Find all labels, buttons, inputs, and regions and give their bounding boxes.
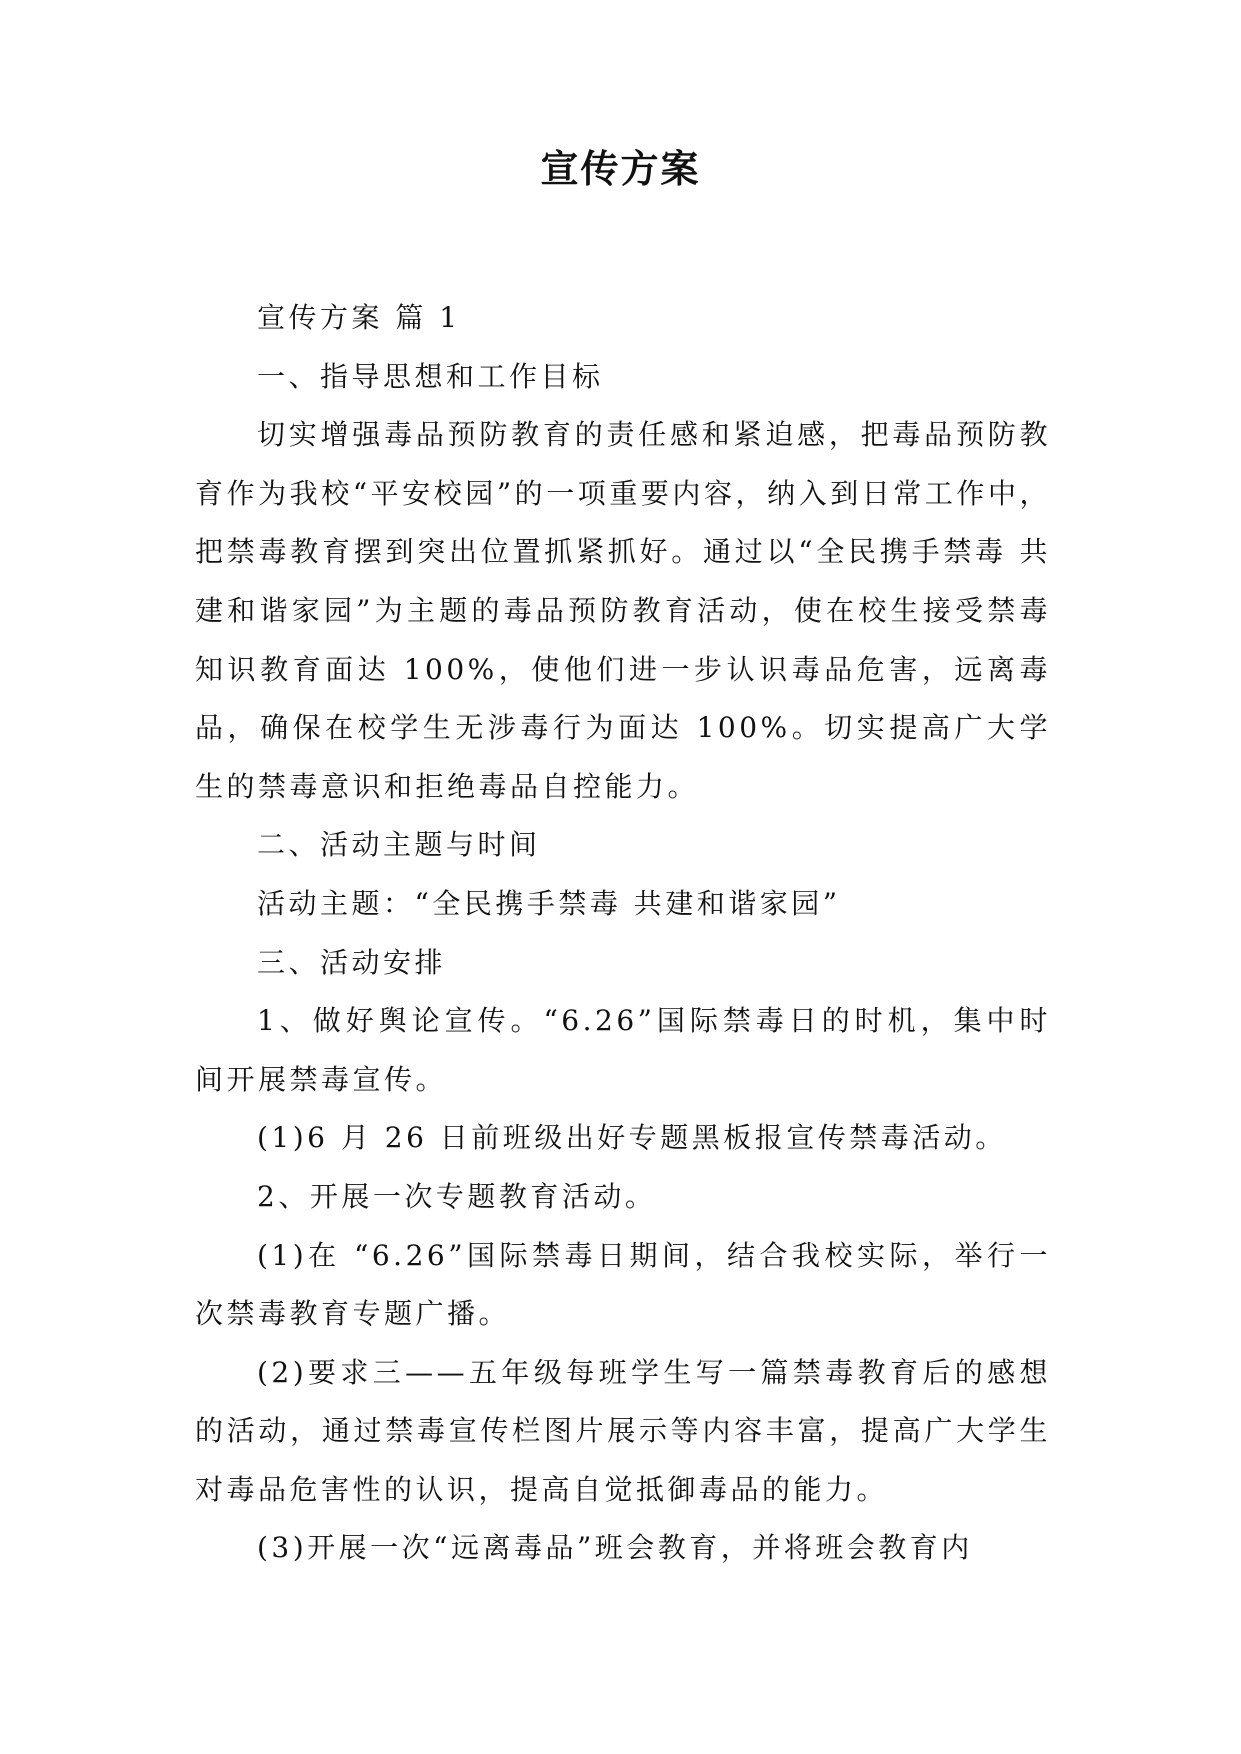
paragraph-item-2-1: (1)在 “6.26”国际禁毒日期间，结合我校实际，举行一次禁毒教育专题广播。: [195, 1238, 1051, 1331]
paragraph-item-2-2: (2)要求三——五年级每班学生写一篇禁毒教育后的感想的活动，通过禁毒宣传栏图片展示等内容丰富，提高广大学生对毒品危害性的认识，提高自觉抵御毒品的能力。: [195, 1355, 1051, 1506]
document-body: [195, 289, 1051, 1578]
paragraph-item-1: 1、做好舆论宣传。“6.26”国际禁毒日的时机，集中时间开展禁毒宣传。: [195, 1004, 1051, 1096]
document-title: 宣传方案: [540, 146, 701, 191]
paragraph-item-2-3: (3)开展一次“远离毒品”班会教育，并将班会教育内: [257, 1531, 973, 1565]
paragraph-item-1-1: (1)6 月 26 日前班级出好专题黑板报宣传禁毒活动。: [257, 1121, 1007, 1155]
paragraph-goals: 切实增强毒品预防教育的责任感和紧迫感，把毒品预防教育作为我校“平安校园”的一项重要内容，纳入到日常工作中，把禁毒教育摆到突出位置抓紧抓好。通过以“全民携手禁毒 共建和谐家园”为主题的毒品预防教育活动，使在校生接受禁毒知识教育面达 100%，使他们进一步认识毒品危害，远离毒品，确保在校学生无涉毒行为面达 100%。切实提高广大学生的禁毒意识和拒绝毒品自控能力。: [195, 418, 1051, 803]
paragraph-theme: 活动主题：“全民携手禁毒 共建和谐家园”: [257, 886, 841, 920]
paragraph-item-2: 2、开展一次专题教育活动。: [257, 1179, 657, 1213]
paragraph-heading-1: 一、指导思想和工作目标: [257, 359, 604, 393]
paragraph-heading-2: 二、活动主题与时间: [257, 828, 541, 862]
paragraph-section-heading: 宣传方案 篇 1: [257, 301, 461, 334]
paragraph-heading-3: 三、活动安排: [257, 945, 447, 979]
